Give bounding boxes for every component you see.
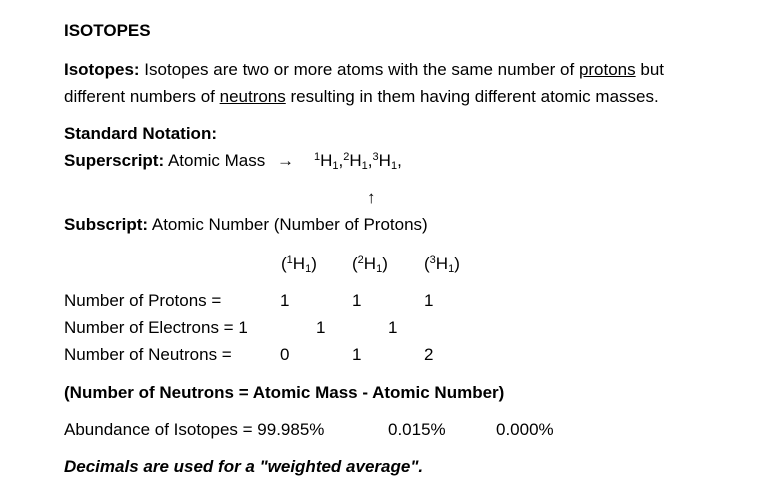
subscript-line: [64, 215, 428, 235]
row-electrons-label: Number of Electrons = 1: [64, 318, 248, 337]
row-electrons-value-2: 1: [388, 318, 398, 337]
definition-line-1: Isotopes: Isotopes are two or more atoms with the same number of protons but: [64, 60, 664, 79]
definition-line-2: different numbers of neutrons resulting in them having different atomic masses.: [64, 87, 659, 106]
row-neutrons-label: Number of Neutrons =: [64, 345, 232, 364]
up-arrow: ↑: [367, 188, 376, 207]
row-protons-value-1: 1: [280, 291, 290, 310]
abundance-label: Abundance of Isotopes = 99.985%: [64, 420, 325, 439]
abundance-value-3: 0.000%: [496, 420, 554, 439]
abundance-value-2: 0.015%: [388, 420, 446, 439]
table-header-h3: $(^3H_1)$: [424, 254, 460, 275]
row-neutrons-value-2: 1: [352, 345, 362, 364]
table-header-h1: $(^1H_1)$: [281, 254, 317, 275]
row-protons-label: Number of Protons =: [64, 291, 222, 310]
subscript-label: Subscript:: [64, 215, 149, 234]
table-header-h2: $(^2H_1)$: [352, 254, 388, 275]
superscript-text: Atomic Mass: [167, 151, 266, 170]
row-neutrons-value-1: 0: [280, 345, 290, 364]
row-protons-value-2: 1: [352, 291, 362, 310]
row-electrons-value-1: 1: [316, 318, 326, 337]
superscript-label: Superscript:: [64, 151, 165, 170]
page-title: ISOTOPES: [64, 21, 151, 40]
neutron-formula: (Number of Neutrons = Atomic Mass - Atomic Number): [64, 383, 505, 402]
definition-term: Isotopes:: [64, 60, 140, 79]
row-neutrons-value-3: 2: [424, 345, 434, 364]
subscript-text: Atomic Number (Number of Protons): [151, 215, 428, 234]
isotope-notation-list: [314, 151, 402, 171]
weighted-average-note: Decimals are used for a "weighted average".: [64, 457, 424, 476]
isotope-h2: $^2H_1$,: [343, 151, 373, 172]
superscript-line: [64, 151, 265, 171]
isotope-h3: $^3H_1$,: [372, 151, 402, 172]
standard-notation-heading: Standard Notation:: [64, 124, 217, 143]
term-neutrons: neutrons: [219, 87, 286, 106]
isotope-h1: $^1H_1$,: [314, 151, 344, 172]
right-arrow: →: [277, 151, 294, 170]
row-protons-value-3: 1: [424, 291, 434, 310]
term-protons: protons: [578, 60, 636, 79]
